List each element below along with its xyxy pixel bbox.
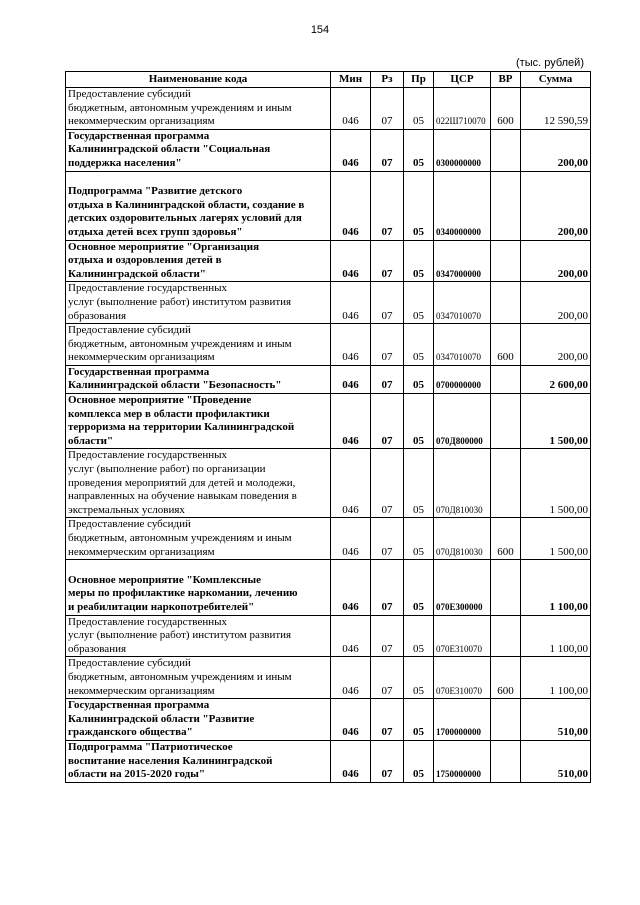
cell-min: 046 — [331, 518, 371, 560]
cell-sum: 1 500,00 — [521, 394, 591, 449]
cell-name: Основное мероприятие "Организация отдыха и оздоровления детей в Калининградской области" — [66, 240, 331, 282]
table-row — [66, 240, 591, 282]
cell-rz: 07 — [371, 365, 404, 393]
header-name: Наименование кода — [66, 72, 331, 88]
cell-name: Основное мероприятие "Проведение комплекса мер в области профилактики терроризма на территории Калининградской области" — [66, 394, 331, 449]
page-number: 154 — [310, 24, 330, 36]
cell-sum: 510,00 — [521, 699, 591, 741]
cell-vr: 600 — [491, 324, 521, 366]
cell-vr — [491, 560, 521, 615]
cell-pr: 05 — [404, 449, 434, 518]
cell-csr: 022Ш710070 — [434, 88, 491, 130]
cell-sum: 200,00 — [521, 324, 591, 366]
header-pr: Пр — [404, 72, 434, 88]
cell-rz: 07 — [371, 518, 404, 560]
cell-rz: 07 — [371, 615, 404, 657]
cell-vr — [491, 365, 521, 393]
table-row — [66, 88, 591, 130]
cell-rz: 07 — [371, 394, 404, 449]
cell-min: 046 — [331, 699, 371, 741]
units-label: (тыс. рублей) — [516, 57, 584, 69]
table-row — [66, 449, 591, 518]
cell-name: Подпрограмма "Патриотическое воспитание населения Калининградской области на 2015-2020 годы" — [66, 740, 331, 782]
cell-pr: 05 — [404, 88, 434, 130]
cell-sum: 1 100,00 — [521, 657, 591, 699]
table-row — [66, 615, 591, 657]
cell-rz: 07 — [371, 699, 404, 741]
cell-min: 046 — [331, 282, 371, 324]
table-row — [66, 560, 591, 615]
cell-sum: 1 100,00 — [521, 615, 591, 657]
cell-csr: 0347010070 — [434, 282, 491, 324]
cell-rz: 07 — [371, 740, 404, 782]
header-min: Мин — [331, 72, 371, 88]
cell-rz: 07 — [371, 129, 404, 171]
header-rz: Рз — [371, 72, 404, 88]
cell-pr: 05 — [404, 324, 434, 366]
cell-min: 046 — [331, 129, 371, 171]
cell-rz: 07 — [371, 282, 404, 324]
cell-rz: 07 — [371, 240, 404, 282]
cell-rz: 07 — [371, 88, 404, 130]
table-row — [66, 740, 591, 782]
cell-name: Предоставление государственных услуг (выполнение работ) институтом развития образования — [66, 615, 331, 657]
cell-csr: 0700000000 — [434, 365, 491, 393]
cell-sum: 200,00 — [521, 282, 591, 324]
cell-min: 046 — [331, 88, 371, 130]
cell-name: Государственная программа Калининградской области "Безопасность" — [66, 365, 331, 393]
header-csr: ЦСР — [434, 72, 491, 88]
cell-min: 046 — [331, 394, 371, 449]
cell-rz: 07 — [371, 324, 404, 366]
table-body — [66, 88, 591, 783]
cell-vr — [491, 699, 521, 741]
header-sum: Сумма — [521, 72, 591, 88]
budget-table — [65, 71, 591, 783]
cell-sum: 200,00 — [521, 240, 591, 282]
cell-sum: 200,00 — [521, 171, 591, 240]
cell-min: 046 — [331, 324, 371, 366]
cell-csr: 0347000000 — [434, 240, 491, 282]
cell-pr: 05 — [404, 282, 434, 324]
cell-vr — [491, 449, 521, 518]
cell-csr: 1700000000 — [434, 699, 491, 741]
cell-sum: 200,00 — [521, 129, 591, 171]
cell-csr: 0347010070 — [434, 324, 491, 366]
cell-csr: 070Д810030 — [434, 449, 491, 518]
cell-csr: 070Е310070 — [434, 657, 491, 699]
cell-vr: 600 — [491, 518, 521, 560]
table-row — [66, 518, 591, 560]
cell-min: 046 — [331, 365, 371, 393]
cell-pr: 05 — [404, 518, 434, 560]
table-row — [66, 365, 591, 393]
cell-pr: 05 — [404, 365, 434, 393]
cell-pr: 05 — [404, 657, 434, 699]
cell-vr: 600 — [491, 657, 521, 699]
cell-min: 046 — [331, 449, 371, 518]
cell-min: 046 — [331, 740, 371, 782]
table-row — [66, 324, 591, 366]
cell-name: Подпрограмма "Развитие детского отдыха в Калининградской области, создание в детских оздоровительных лагерях условий для отдыха детей всех групп здоровья" — [66, 171, 331, 240]
table-row — [66, 171, 591, 240]
cell-csr: 0340000000 — [434, 171, 491, 240]
cell-name: Государственная программа Калининградской области "Развитие гражданского общества" — [66, 699, 331, 741]
cell-name: Предоставление государственных услуг (выполнение работ) институтом развития образования — [66, 282, 331, 324]
cell-rz: 07 — [371, 449, 404, 518]
cell-sum: 12 590,59 — [521, 88, 591, 130]
cell-vr — [491, 240, 521, 282]
cell-csr: 0300000000 — [434, 129, 491, 171]
cell-name: Предоставление субсидий бюджетным, автономным учреждениям и иным некоммерческим организациям — [66, 88, 331, 130]
cell-name: Основное мероприятие "Комплексные меры по профилактике наркомании, лечению и реабилитации наркопотребителей" — [66, 560, 331, 615]
cell-rz: 07 — [371, 171, 404, 240]
cell-name: Предоставление субсидий бюджетным, автономным учреждениям и иным некоммерческим организациям — [66, 657, 331, 699]
cell-pr: 05 — [404, 171, 434, 240]
table-row — [66, 129, 591, 171]
cell-name: Государственная программа Калининградской области "Социальная поддержка населения" — [66, 129, 331, 171]
cell-pr: 05 — [404, 560, 434, 615]
table-header-row — [66, 72, 591, 88]
cell-csr: 070Е310070 — [434, 615, 491, 657]
cell-csr: 070Е300000 — [434, 560, 491, 615]
cell-rz: 07 — [371, 657, 404, 699]
cell-vr — [491, 740, 521, 782]
cell-csr: 1750000000 — [434, 740, 491, 782]
cell-pr: 05 — [404, 615, 434, 657]
cell-min: 046 — [331, 615, 371, 657]
table-row — [66, 657, 591, 699]
cell-name: Предоставление государственных услуг (выполнение работ) по организации проведения мероприятий для детей и молодежи, направленных на обучение навыкам поведения в экстремальных условиях — [66, 449, 331, 518]
cell-name: Предоставление субсидий бюджетным, автономным учреждениям и иным некоммерческим организациям — [66, 324, 331, 366]
cell-pr: 05 — [404, 129, 434, 171]
cell-vr — [491, 129, 521, 171]
table-row — [66, 282, 591, 324]
cell-vr — [491, 394, 521, 449]
cell-vr — [491, 171, 521, 240]
cell-vr — [491, 282, 521, 324]
cell-vr — [491, 615, 521, 657]
cell-name: Предоставление субсидий бюджетным, автономным учреждениям и иным некоммерческим организациям — [66, 518, 331, 560]
cell-csr: 070Д800000 — [434, 394, 491, 449]
table-row — [66, 699, 591, 741]
cell-csr: 070Д810030 — [434, 518, 491, 560]
cell-pr: 05 — [404, 394, 434, 449]
cell-vr: 600 — [491, 88, 521, 130]
cell-pr: 05 — [404, 240, 434, 282]
cell-sum: 1 500,00 — [521, 449, 591, 518]
cell-min: 046 — [331, 171, 371, 240]
cell-pr: 05 — [404, 699, 434, 741]
cell-sum: 2 600,00 — [521, 365, 591, 393]
cell-sum: 1 100,00 — [521, 560, 591, 615]
header-vr: ВР — [491, 72, 521, 88]
cell-sum: 510,00 — [521, 740, 591, 782]
table-row — [66, 394, 591, 449]
cell-min: 046 — [331, 240, 371, 282]
cell-pr: 05 — [404, 740, 434, 782]
cell-min: 046 — [331, 657, 371, 699]
cell-min: 046 — [331, 560, 371, 615]
cell-rz: 07 — [371, 560, 404, 615]
cell-sum: 1 500,00 — [521, 518, 591, 560]
